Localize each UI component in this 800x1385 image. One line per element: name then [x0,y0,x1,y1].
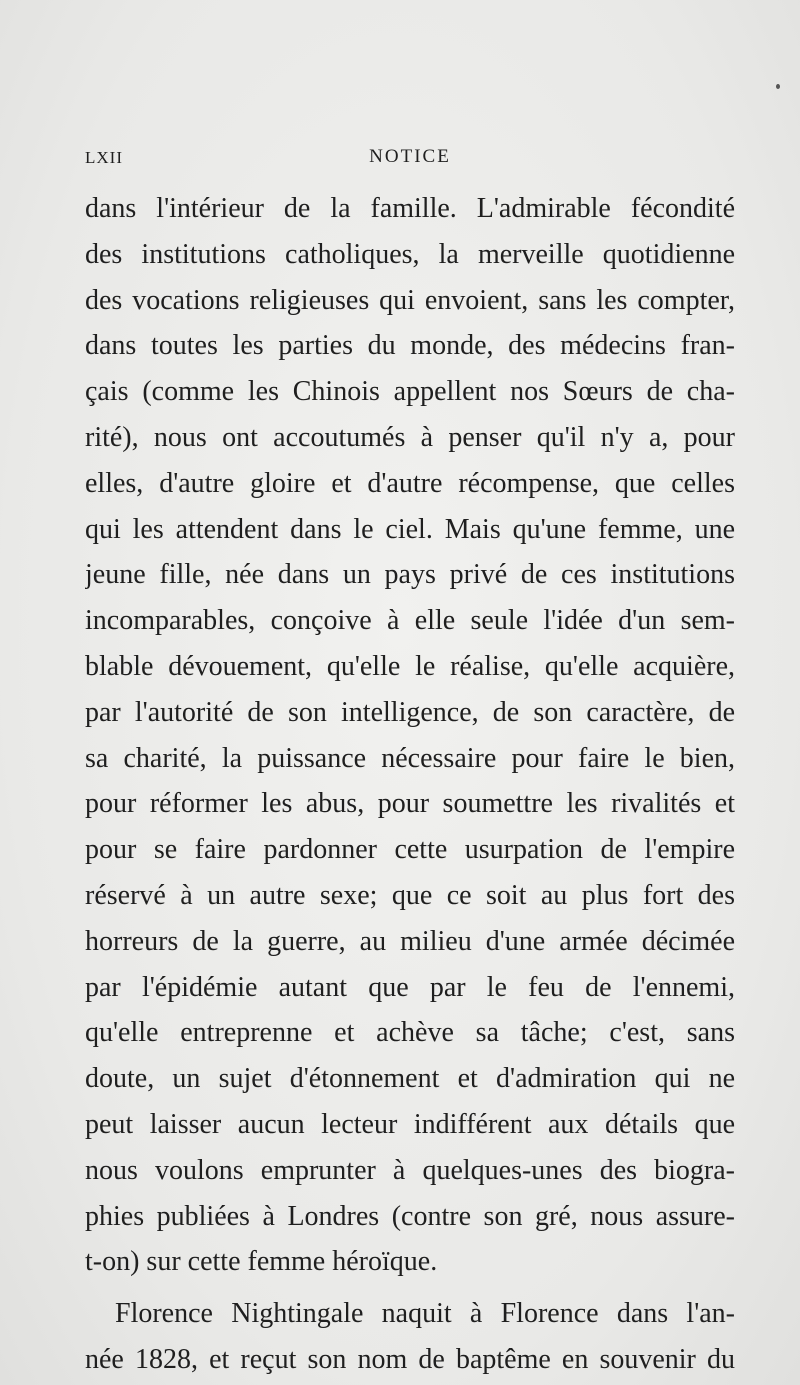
text-line: jeune fille, née dans un pays privé de ces institutions [85,559,735,591]
text-line: t-on) sur cette femme héroïque. [85,1246,438,1278]
text-line: réservé à un autre sexe; que ce soit au plus fort des [85,879,735,911]
running-title: NOTICE [369,146,451,167]
text-line: qui les attendent dans le ciel. Mais qu'une femme, une [85,513,735,545]
paper-speck [776,84,780,89]
page-number: LXII [85,148,123,167]
text-line: des institutions catholiques, la merveille quotidienne [85,238,735,270]
body-text [85,186,735,1383]
text-line: elles, d'autre gloire et d'autre récompense, que celles [85,467,735,499]
text-line: peut laisser aucun lecteur indifférent aux détails que [85,1108,735,1140]
text-line: incomparables, conçoive à elle seule l'idée d'un sem- [85,605,735,637]
text-line: çais (comme les Chinois appellent nos Sœurs de cha- [85,376,735,408]
text-line: par l'épidémie autant que par le feu de l'ennemi, [85,971,735,1003]
running-header [85,146,735,172]
text-line: sa charité, la puissance nécessaire pour faire le bien, [85,742,735,774]
text-line: qu'elle entreprenne et achève sa tâche; c'est, sans [85,1017,735,1049]
text-line: pour réformer les abus, pour soumettre les rivalités et [85,788,735,820]
text-line: blable dévouement, qu'elle le réalise, qu'elle acquière, [85,650,735,682]
text-line: doute, un sujet d'étonnement et d'admiration qui ne [85,1063,735,1095]
text-line: par l'autorité de son intelligence, de son caractère, de [85,696,735,728]
text-line: nous voulons emprunter à quelques-unes des biogra- [85,1154,735,1186]
text-line: dans l'intérieur de la famille. L'admirable fécondité [85,193,735,224]
text-line: née 1828, et reçut son nom de baptême en souvenir du [85,1343,735,1375]
text-line: rité), nous ont accoutumés à penser qu'il n'y a, pour [85,421,735,453]
text-line: Florence Nightingale naquit à Florence dans l'an- [115,1298,735,1330]
text-line: dans toutes les parties du monde, des médecins fran- [85,330,735,362]
text-line: des vocations religieuses qui envoient, sans les compter, [85,284,735,316]
text-line: horreurs de la guerre, au milieu d'une armée décimée [85,925,735,957]
text-line: phies publiées à Londres (contre son gré, nous assure- [85,1200,735,1232]
text-line: pour se faire pardonner cette usurpation de l'empire [85,834,735,866]
